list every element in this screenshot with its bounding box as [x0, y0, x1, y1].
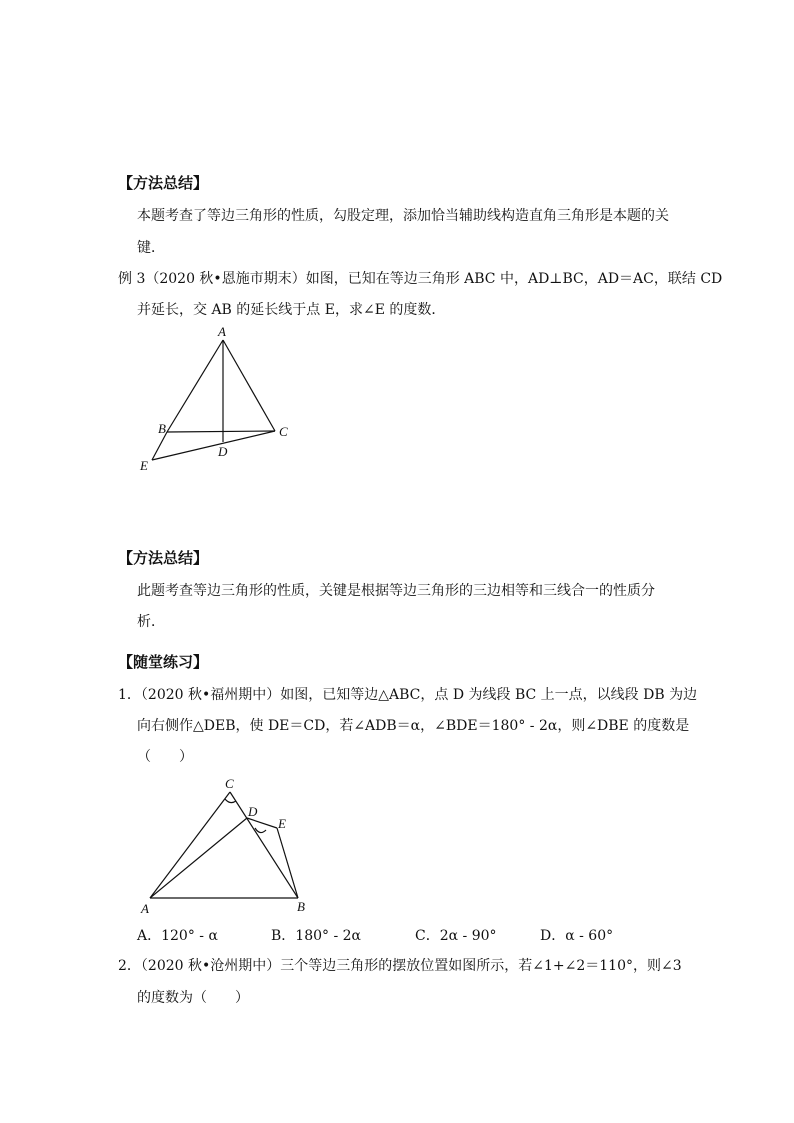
- method-summary-text-2-line1: 此题考查等边三角形的性质，关键是根据等边三角形的三边相等和三线合一的性质分: [137, 583, 655, 599]
- method-summary-heading-2: 【方法总结】: [118, 549, 209, 567]
- segment-ec: [152, 431, 275, 460]
- q1-text-line2: 向右侧作△DEB，使 DE＝CD，若∠ADB＝α，∠BDE＝180° - 2α，则∠DBE 的度数是: [137, 718, 690, 734]
- label-b: B: [158, 421, 166, 436]
- label-e: E: [278, 816, 286, 831]
- q1-option-b[interactable]: B．180° - 2α: [271, 928, 362, 944]
- angle-mark-d: [255, 828, 266, 833]
- segment-cb: [230, 792, 298, 898]
- q1-text-line1: 1．（2020 秋•福州期中）如图，已知等边△ABC，点 D 为线段 BC 上一点，以线段 DB 为边: [118, 687, 698, 703]
- q1-text-line3: （ ）: [137, 749, 193, 765]
- segment-be: [152, 432, 167, 460]
- method-summary-text-2-line2: 析．: [137, 614, 165, 630]
- segment-ac: [223, 340, 275, 431]
- segment-bc: [167, 431, 275, 432]
- label-d: D: [218, 444, 228, 459]
- q1-option-d[interactable]: D．α - 60°: [540, 928, 614, 944]
- label-a: A: [141, 901, 149, 916]
- example3-text-line2: 并延长，交 AB 的延长线于点 E，求∠E 的度数．: [137, 302, 446, 318]
- q1-option-c[interactable]: C．2α - 90°: [415, 928, 497, 944]
- example3-text-line1: 例 3（2020 秋•恩施市期末）如图，已知在等边三角形 ABC 中，AD⊥BC，AD＝AC，联结 CD: [118, 271, 723, 287]
- q1-option-a[interactable]: A．120° - α: [137, 928, 218, 944]
- label-b: B: [297, 899, 305, 914]
- segment-ca: [150, 792, 230, 898]
- q1-figure: [135, 770, 315, 920]
- method-summary-text-1-line1: 本题考查了等边三角形的性质，勾股定理，添加恰当辅助线构造直角三角形是本题的关: [137, 208, 669, 224]
- label-d: D: [248, 804, 258, 819]
- label-a: A: [218, 324, 226, 339]
- q2-text-line2: 的度数为（ ）: [137, 990, 249, 1006]
- segment-ad: [150, 818, 247, 898]
- label-c: C: [225, 776, 234, 791]
- segment-eb: [277, 828, 298, 898]
- q2-text-line1: 2．（2020 秋•沧州期中）三个等边三角形的摆放位置如图所示，若∠1+∠2＝110°，则∠3: [118, 958, 682, 974]
- segment-ab: [167, 340, 223, 432]
- label-c: C: [279, 424, 288, 439]
- practice-heading: 【随堂练习】: [118, 653, 209, 671]
- example3-figure: [130, 322, 310, 482]
- method-summary-text-1-line2: 键．: [137, 240, 165, 256]
- label-e: E: [140, 458, 148, 473]
- method-summary-heading-1: 【方法总结】: [118, 174, 209, 192]
